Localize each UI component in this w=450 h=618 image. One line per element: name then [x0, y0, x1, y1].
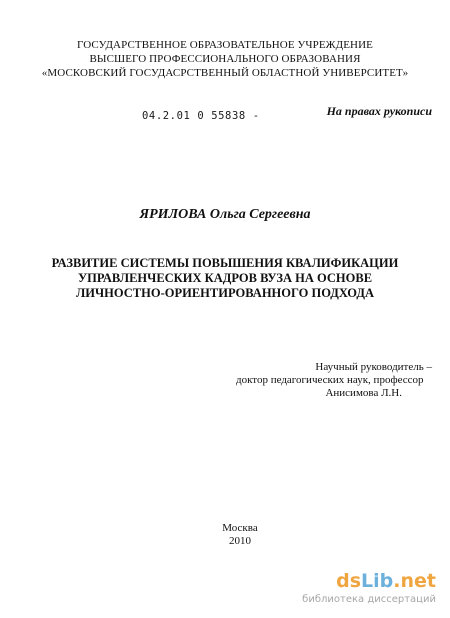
watermark-subtitle: библиотека диссертаций	[302, 594, 436, 605]
supervisor-role: Научный руководитель –	[315, 361, 432, 373]
dissertation-title	[0, 256, 450, 301]
institution-line-3: «МОСКОВСКИЙ ГОСУДАСРСТВЕННЫЙ ОБЛАСТНОЙ УНИВЕРСИТЕТ»	[41, 67, 409, 79]
institution-header	[0, 38, 450, 80]
watermark-logo-net: .net	[393, 570, 436, 592]
title-line-3: ЛИЧНОСТНО-ОРИЕНТИРОВАННОГО ПОДХОДА	[75, 286, 375, 300]
dslib-watermark	[290, 570, 440, 612]
footer-year: 2010	[229, 535, 251, 547]
institution-line-2: ВЫСШЕГО ПРОФЕССИОНАЛЬНОГО ОБРАЗОВАНИЯ	[89, 53, 361, 65]
watermark-logo-lib: Lib	[361, 570, 394, 592]
footer-city: Москва	[222, 522, 258, 534]
institution-line-1: ГОСУДАРСТВЕННОЕ ОБРАЗОВАТЕЛЬНОЕ УЧРЕЖДЕНИЕ	[77, 39, 373, 51]
watermark-logo-ds: ds	[336, 570, 362, 592]
title-line-1: РАЗВИТИЕ СИСТЕМЫ ПОВЫШЕНИЯ КВАЛИФИКАЦИИ	[51, 256, 399, 270]
author-name: ЯРИЛОВА Ольга Сергеевна	[139, 207, 311, 222]
watermark-logo	[336, 570, 436, 592]
supervisor-name: Анисимова Л.Н.	[325, 387, 402, 399]
rights-note: На правах рукописи	[326, 104, 432, 118]
stamp-code: 04.2.01 0 55838 -	[142, 110, 260, 122]
footer-place-year	[0, 522, 450, 548]
supervisor-degree: доктор педагогических наук, профессор	[236, 374, 424, 386]
title-line-2: УПРАВЛЕНЧЕСКИХ КАДРОВ ВУЗА НА ОСНОВЕ	[77, 271, 373, 285]
supervisor-block	[230, 361, 434, 400]
